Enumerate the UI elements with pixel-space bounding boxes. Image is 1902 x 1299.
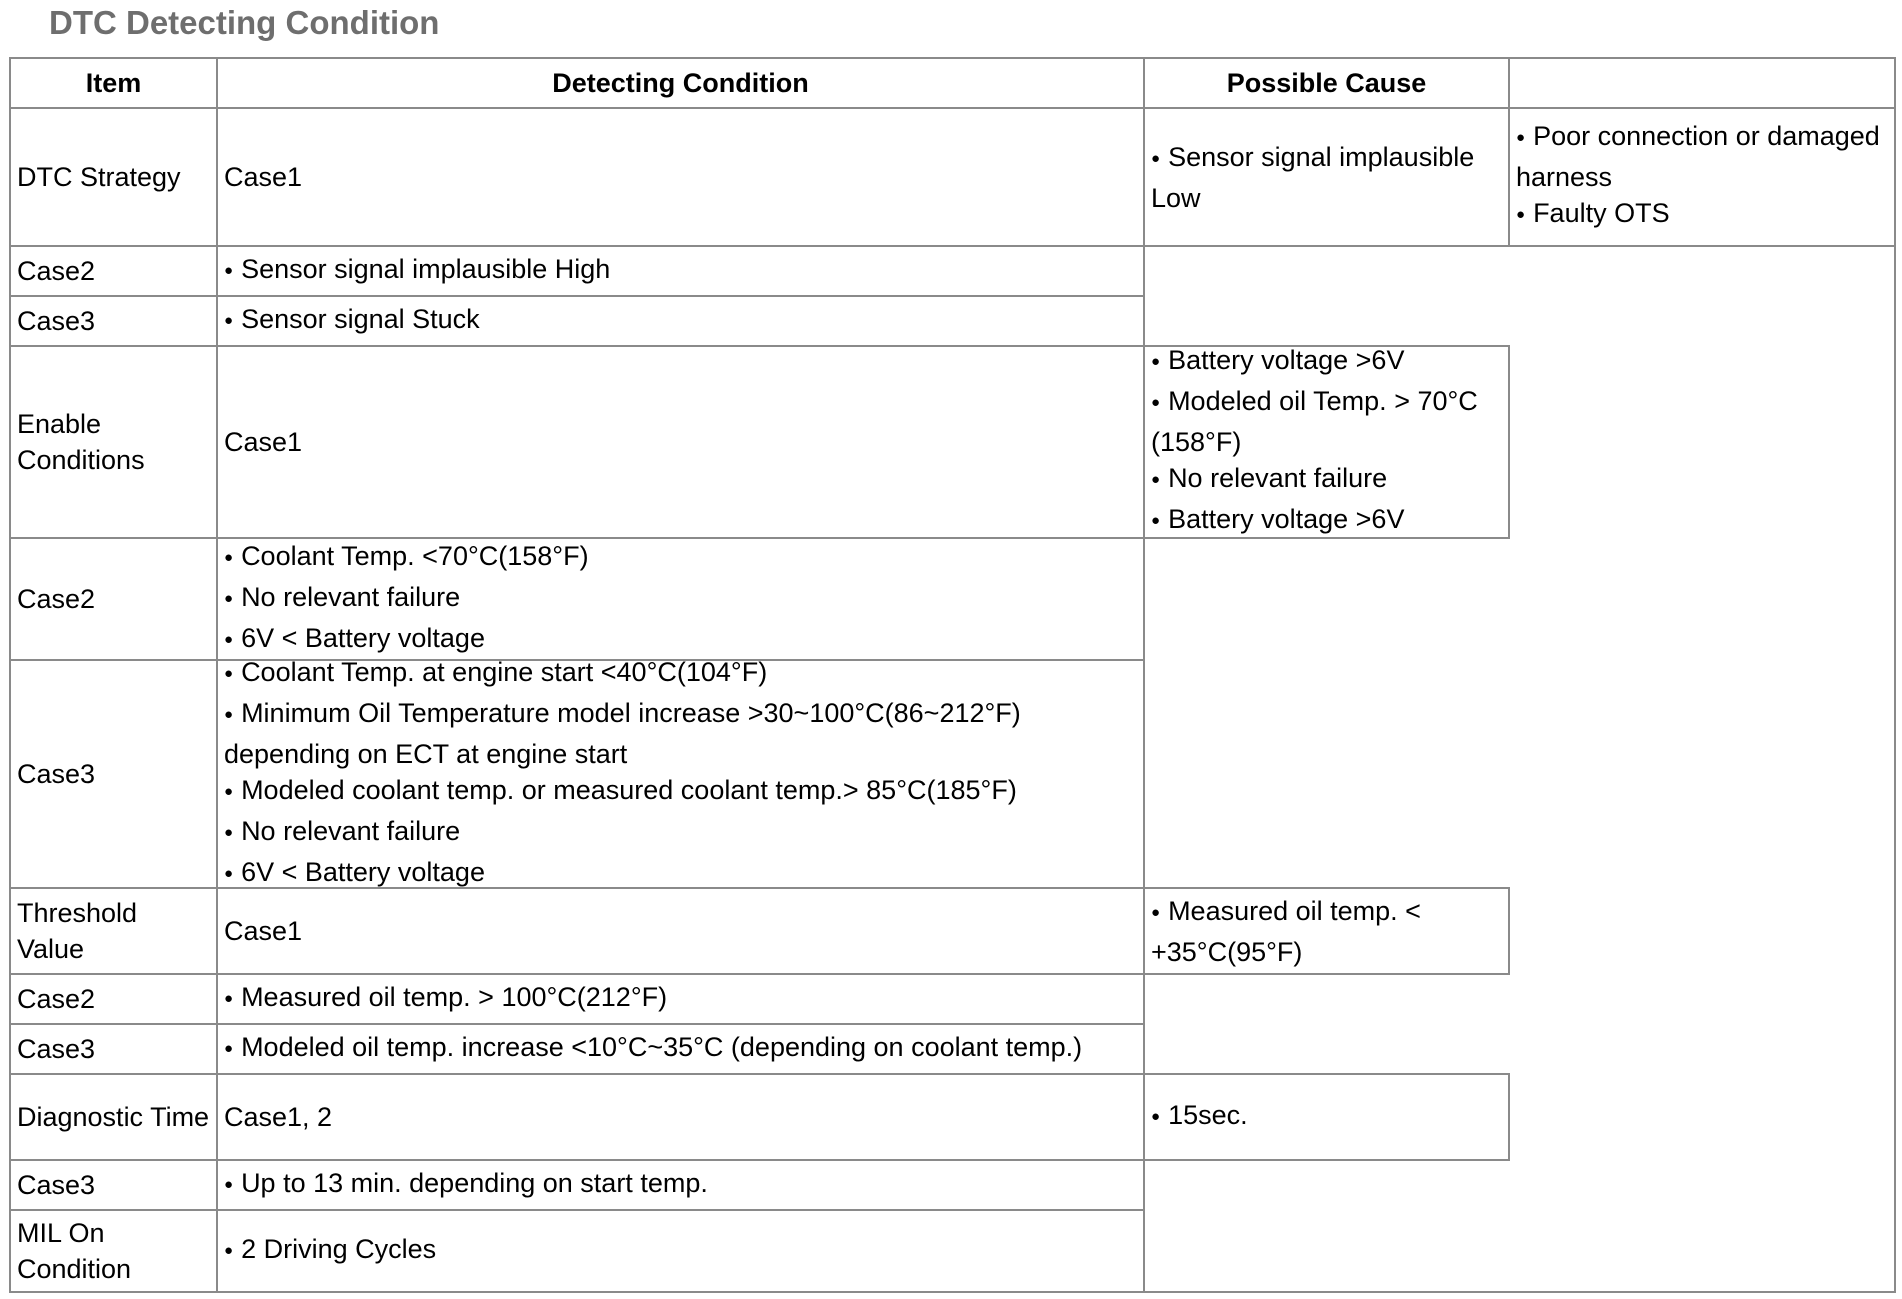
diagnostic-case12-condition (1143, 1073, 1510, 1161)
bullet-line: ● Sensor signal implausible Low (1151, 139, 1502, 216)
bullet-line: ● Sensor signal Stuck (224, 301, 1137, 342)
row-label-enable-conditions: Enable Conditions (9, 345, 218, 539)
threshold-case3-condition (216, 1023, 1145, 1075)
table-right-border (1894, 245, 1896, 1293)
row-label-mil-on-condition: MIL On Condition (9, 1209, 218, 1293)
enable-case1-label: Case1 (216, 345, 1145, 539)
diagnostic-case3-label: Case3 (9, 1159, 218, 1211)
header-empty (1508, 57, 1896, 109)
dtc-case2-condition (216, 245, 1145, 297)
bullet-line: ● 6V < Battery voltage (224, 620, 1137, 661)
threshold-case2-condition (216, 973, 1145, 1025)
bullet-line: ● Battery voltage >6V (1151, 501, 1502, 542)
bullet-line: ● Measured oil temp. < +35°C(95°F) (1151, 893, 1502, 970)
bullet-line: ● Sensor signal implausible High (224, 251, 1137, 292)
bullet-line: ● No relevant failure (224, 579, 1137, 620)
bullet-line: ● Modeled oil Temp. > 70°C (158°F) (1151, 383, 1502, 460)
row-label-diagnostic-time: Diagnostic Time (9, 1073, 218, 1161)
document-title: DTC Detecting Condition (49, 4, 440, 41)
threshold-case3-label: Case3 (9, 1023, 218, 1075)
bullet-line: ● Battery voltage >6V (1151, 342, 1502, 383)
bullet-line: ● Minimum Oil Temperature model increase >30~100°C(86~212°F) depending on ECT at engine start (224, 695, 1137, 772)
bullet-line: ● Modeled coolant temp. or measured coolant temp.> 85°C(185°F) (224, 772, 1137, 813)
mil-on-condition-value (216, 1209, 1145, 1293)
dtc-detecting-condition-table (9, 57, 1896, 1293)
header-possible-cause: Possible Cause (1143, 57, 1510, 109)
dtc-case3-label: Case3 (9, 295, 218, 347)
enable-case2-condition (216, 537, 1145, 661)
dtc-strategy-case1-condition (1143, 107, 1510, 247)
bullet-line: ● Coolant Temp. at engine start <40°C(104°F) (224, 654, 1137, 695)
enable-case1-condition (1143, 345, 1510, 539)
bullet-line: ● Measured oil temp. > 100°C(212°F) (224, 979, 1137, 1020)
header-detecting-condition: Detecting Condition (216, 57, 1145, 109)
bullet-line: ● Up to 13 min. depending on start temp. (224, 1165, 1137, 1206)
threshold-case1-label: Case1 (216, 887, 1145, 975)
bullet-line: ● 15sec. (1151, 1097, 1502, 1138)
bullet-line: ● No relevant failure (224, 813, 1137, 854)
bullet-line: ● 6V < Battery voltage (224, 854, 1137, 895)
bullet-line: ● Coolant Temp. <70°C(158°F) (224, 538, 1137, 579)
bullet-line: ● No relevant failure (1151, 460, 1502, 501)
bullet-line: ● Modeled oil temp. increase <10°C~35°C (depending on coolant temp.) (224, 1029, 1137, 1070)
bullet-line: ● Faulty OTS (1516, 195, 1888, 236)
bullet-line: ● Poor connection or damaged harness (1516, 118, 1888, 195)
possible-cause-cell (1508, 107, 1896, 247)
diagnostic-case12-label: Case1, 2 (216, 1073, 1145, 1161)
enable-case3-condition (216, 656, 1145, 889)
table-bottom-border (1143, 1291, 1896, 1293)
row-label-threshold-value: Threshold Value (9, 887, 218, 975)
row-label-dtc-strategy: DTC Strategy (9, 107, 218, 247)
header-item: Item (9, 57, 218, 109)
enable-case3-label: Case3 (9, 659, 218, 889)
threshold-case1-condition (1143, 887, 1510, 975)
enable-case2-label: Case2 (9, 537, 218, 661)
bullet-line: ● 2 Driving Cycles (224, 1231, 1137, 1272)
threshold-case2-label: Case2 (9, 973, 218, 1025)
dtc-case3-condition (216, 295, 1145, 347)
diagnostic-case3-condition (216, 1159, 1145, 1211)
dtc-case2-label: Case2 (9, 245, 218, 297)
dtc-strategy-case1-label: Case1 (216, 107, 1145, 247)
